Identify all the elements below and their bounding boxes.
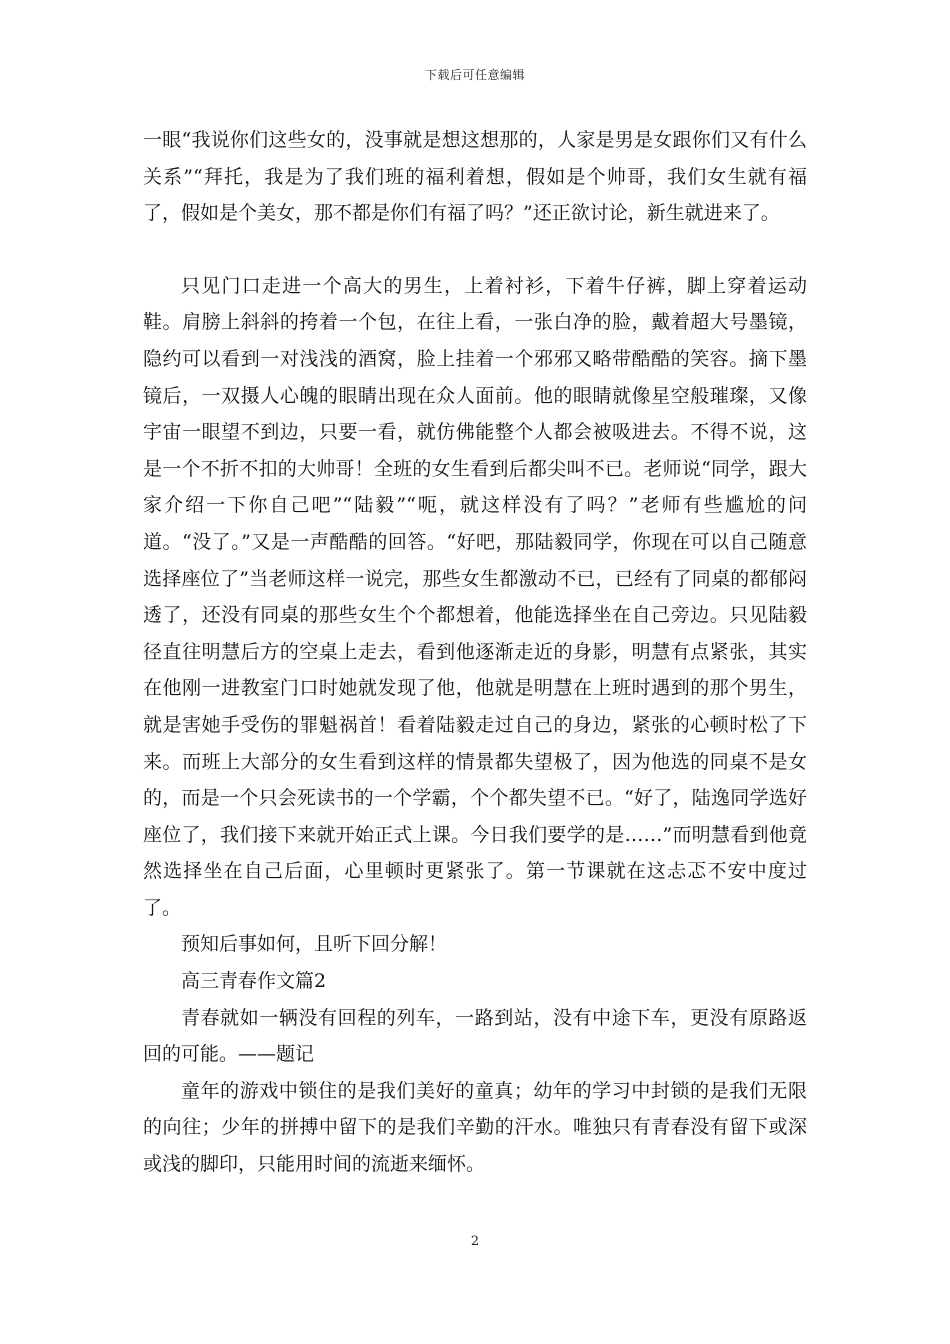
section-title: 高三青春作文篇2: [181, 970, 327, 993]
page-number: 2: [470, 1234, 480, 1249]
document-body: [143, 122, 807, 1183]
paragraph-continuation: 一眼“我说你们这些女的，没事就是想这想那的，人家是男是女跟你们又有什么关系”“拜托，我是为了我们班的福利着想，假如是个帅哥，我们女生就有福了，假如是个美女，那不都是你们有福了吗？”还正欲讨论，新生就进来了。: [143, 129, 807, 225]
paragraph-epigraph: 青春就如一辆没有回程的列车，一路到站，没有中途下车，更没有原路返回的可能。——题记: [143, 1006, 807, 1066]
paragraph-closing: 预知后事如何，且听下回分解！: [181, 933, 448, 956]
paragraph-gap: [143, 232, 807, 268]
paragraph-childhood: 童年的游戏中锁住的是我们美好的童真；幼年的学习中封锁的是我们无限的向往；少年的拼搏中留下的是我们辛勤的汗水。唯独只有青春没有留下或深或浅的脚印，只能用时间的流逝来缅怀。: [143, 1079, 807, 1176]
page-header: 下载后可任意编辑: [424, 68, 525, 82]
paragraph-main-story: 只见门口走进一个高大的男生，上着衬衫，下着牛仔裤，脚上穿着运动鞋。肩膀上斜斜的挎着一个包，在往上看，一张白净的脸，戴着超大号墨镜，隐约可以看到一对浅浅的酒窝，脸上挂着一个邪邪又略带酷酷的笑容。摘下墨镜后，一双摄人心魄的眼睛出现在众人面前。他的眼睛就像星空般璀璨，又像宇宙一眼望不到边，只要一看，就仿佛能整个人都会被吸进去。不得不说，这是一个不折不扣的大帅哥！全班的女生看到后都尖叫不已。老师说“同学，跟大家介绍一下你自己吧”“陆毅”“呃，就这样没有了吗？”老师有些尴尬的问道。“没了。”又是一声酷酷的回答。“好吧，那陆毅同学，你现在可以自己随意选择座位了”当老师这样一说完，那些女生都激动不已，已经有了同桌的都郁闷透了，还没有同桌的那些女生个个都想着，他能选择坐在自己旁边。只见陆毅径直往明慧后方的空桌上走去，看到他逐渐走近的身影，明慧有点紧张，其实在他刚一进教室门口时她就发现了他，他就是明慧在上班时遇到的那个男生，就是害她手受伤的罪魁祸首！看着陆毅走过自己的身边，紧张的心顿时松了下来。而班上大部分的女生看到这样的情景都失望极了，因为他选的同桌不是女的，而是一个只会死读书的一个学霸，个个都失望不已。“好了，陆逸同学选好座位了，我们接下来就开始正式上课。今日我们要学的是……”而明慧看到他竟然选择坐在自己后面，心里顿时更紧张了。第一节课就在这忐忑不安中度过了。: [143, 274, 807, 919]
